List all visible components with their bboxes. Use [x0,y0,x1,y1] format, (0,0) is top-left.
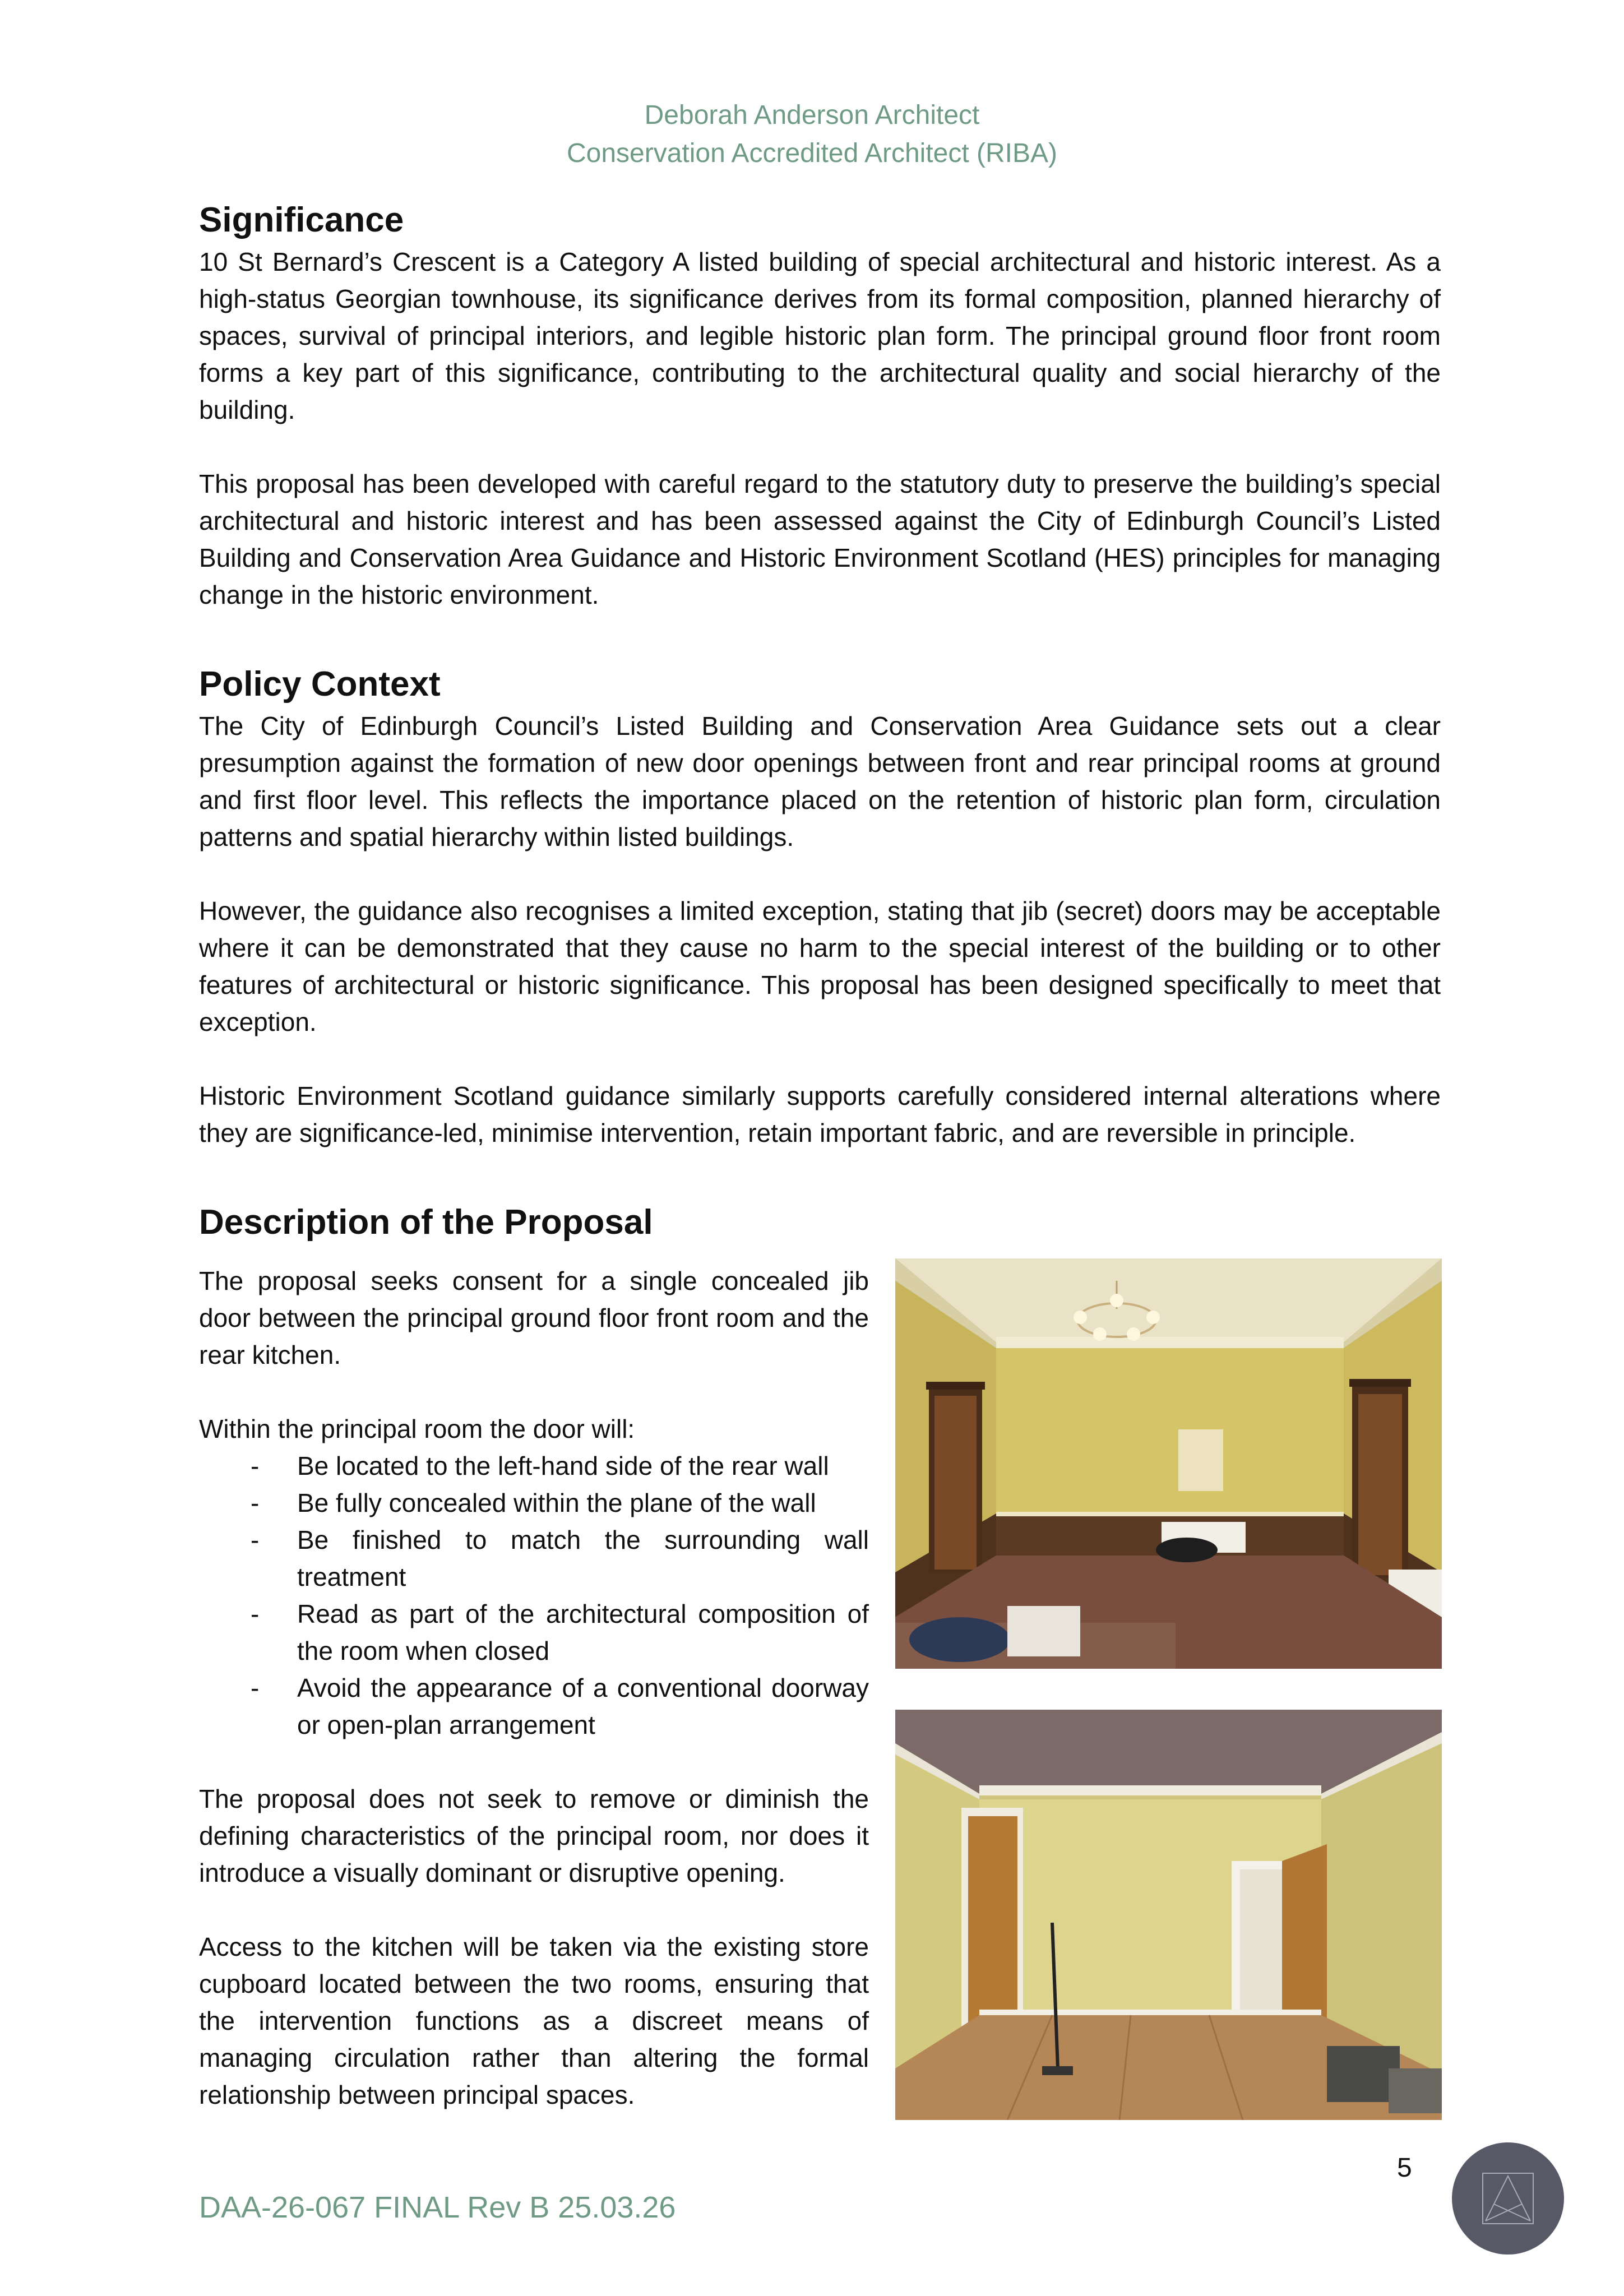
document-reference: DAA-26-067 FINAL Rev B 25.03.26 [199,2191,676,2224]
header-accreditation: Conservation Accredited Architect (RIBA) [566,138,1058,168]
list-item: - Avoid the appearance of a conventional doorway or open-plan arrangement [199,1669,869,1743]
list-item: - Be fully concealed within the plane of the wall [199,1484,869,1521]
policy-paragraph-3: Historic Environment Scotland guidance similarly supports carefully considered internal alterations where they are significance-led, minimise intervention, retain important fabric, and are reversible in principle. [199,1081,1441,1147]
list-item: - Be located to the left-hand side of the rear wall [199,1447,869,1484]
photo-rear-room [895,1710,1442,2120]
proposal-text-column [199,1262,869,2113]
page-number: 5 [1397,2153,1412,2183]
proposal-paragraph-3: Access to the kitchen will be taken via the existing store cupboard located between the two rooms, ensuring that the intervention functions as a discreet means of managing circulation rather than altering the formal relationship between principal spaces. [199,1932,869,2109]
proposal-list [199,1447,869,1743]
architect-logo-icon [1452,2142,1564,2255]
header-firm-name: Deborah Anderson Architect [644,100,980,130]
dash-marker: - [251,1599,260,1628]
photo-principal-room [895,1258,1442,1669]
heading-description-proposal: Description of the Proposal [199,1203,653,1242]
heading-significance: Significance [199,201,404,239]
proposal-paragraph-1: The proposal seeks consent for a single concealed jib door between the principal ground floor front room and the rear kitchen. [199,1266,869,1369]
list-item: - Be finished to match the surrounding wall treatment [199,1521,869,1595]
dash-marker: - [251,1488,260,1517]
dash-marker: - [251,1673,260,1702]
page-header [0,96,1624,173]
proposal-list-intro: Within the principal room the door will: [199,1414,635,1443]
dash-marker: - [251,1525,260,1554]
policy-paragraph-2: However, the guidance also recognises a limited exception, stating that jib (secret) doors may be acceptable where it can be demonstrated that they cause no harm to the special interest of the building or to other features of architectural or historic significance. This proposal has been designed specifically to meet that exception. [199,896,1441,1036]
proposal-paragraph-2: The proposal does not seek to remove or diminish the defining characteristics of the principal room, nor does it introduce a visually dominant or disruptive opening. [199,1784,869,1887]
dash-marker: - [251,1451,260,1480]
significance-paragraph-1: 10 St Bernard’s Crescent is a Category A listed building of special architectural and historic interest. As a high-status Georgian townhouse, its significance derives from its formal composition, planned hierarchy of spaces, survival of principal interiors, and legible historic plan form. The principal ground floor front room forms a key part of this significance, contributing to the architectural quality and social hierarchy of the building. [199,247,1441,424]
heading-policy-context: Policy Context [199,665,441,703]
list-item: - Read as part of the architectural composition of the room when closed [199,1595,869,1669]
policy-paragraph-1: The City of Edinburgh Council’s Listed Building and Conservation Area Guidance sets out a clear presumption against the formation of new door openings between front and rear principal rooms at ground and first floor level. This reflects the importance placed on the retention of historic plan form, circulation patterns and spatial hierarchy within listed buildings. [199,711,1441,851]
significance-paragraph-2: This proposal has been developed with careful regard to the statutory duty to preserve the building’s special architectural and historic interest and has been assessed against the City of Edinburgh Council’s Listed Building and Conservation Area Guidance and Historic Environment Scotland (HES) principles for managing change in the historic environment. [199,469,1441,609]
main-text-column [199,197,1441,1246]
